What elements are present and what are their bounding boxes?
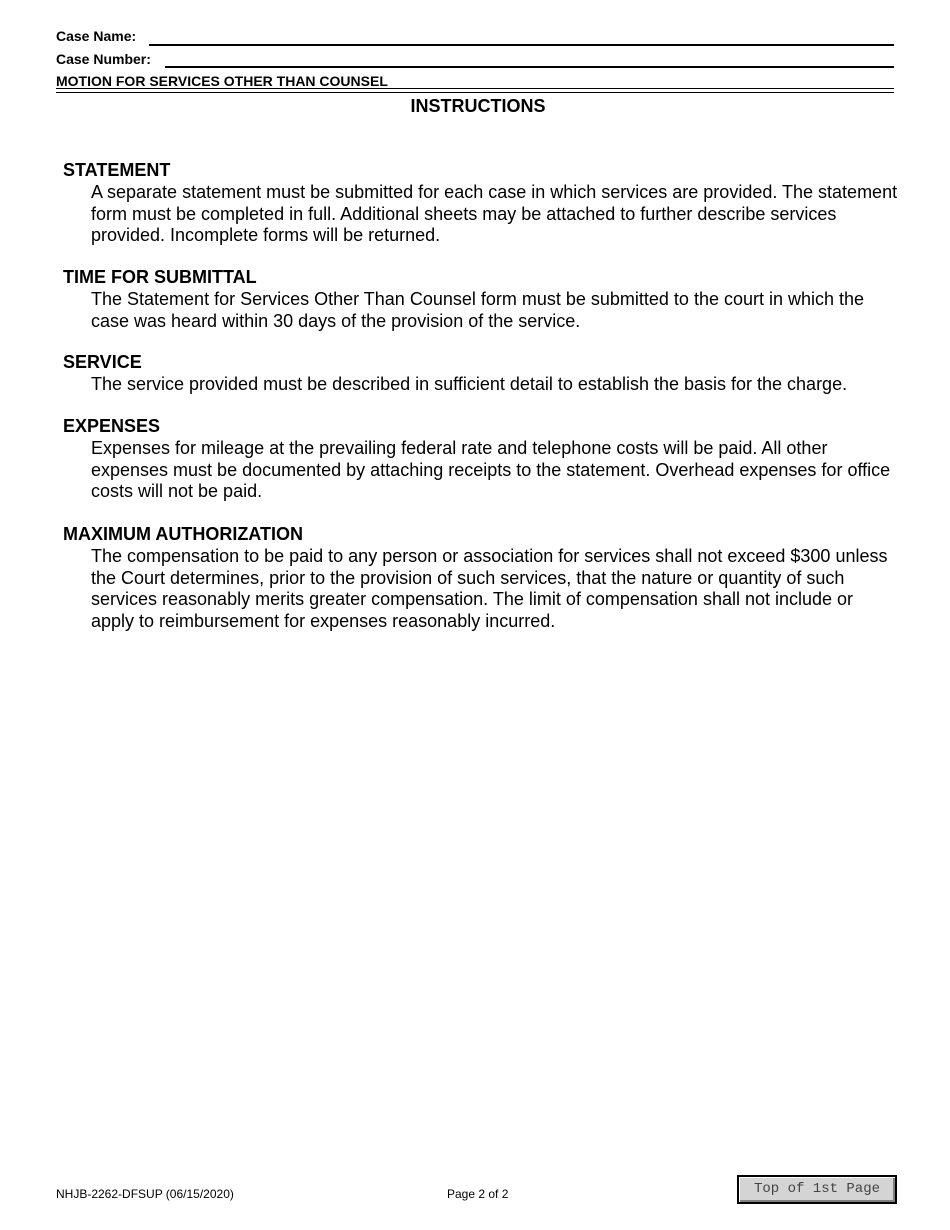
case-number-label: Case Number: — [56, 51, 151, 67]
form-id: NHJB-2262-DFSUP (06/15/2020) — [56, 1187, 234, 1201]
case-name-field[interactable] — [150, 26, 894, 44]
section-body: The service provided must be described in sufficient detail to establish the basis for the charge. — [91, 374, 848, 394]
section-maximum-authorization — [63, 524, 898, 632]
top-of-first-page-button[interactable]: Top of 1st Page — [737, 1175, 897, 1204]
section-body: The Statement for Services Other Than Counsel form must be submitted to the court in which the case was heard within 30 days of the provision of the service. — [91, 289, 865, 331]
section-service — [63, 352, 898, 396]
section-heading: TIME FOR SUBMITTAL — [63, 267, 257, 287]
section-body: Expenses for mileage at the prevailing federal rate and telephone costs will be paid. All other expenses must be documented by attaching receipts to the statement. Overhead expenses for office costs will not be paid. — [91, 438, 891, 501]
section-body: The compensation to be paid to any person or association for services shall not exceed $300 unless the Court determines, prior to the provision of such services, that the nature or quantity of such services reasonably merits greater compensation. The limit of compensation shall not include or apply to reimbursement for expenses reasonably incurred. — [91, 546, 888, 631]
section-heading: MAXIMUM AUTHORIZATION — [63, 524, 303, 544]
section-heading: EXPENSES — [63, 416, 161, 436]
page-number: Page 2 of 2 — [447, 1187, 509, 1201]
section-heading: STATEMENT — [63, 160, 171, 180]
page-title: INSTRUCTIONS — [410, 96, 546, 116]
section-body: A separate statement must be submitted for each case in which services are provided. The statement form must be completed in full. Additional sheets may be attached to further describe services provided. Incomplete forms will be returned. — [91, 182, 898, 245]
form-title: MOTION FOR SERVICES OTHER THAN COUNSEL — [56, 73, 388, 89]
case-name-label: Case Name: — [56, 28, 137, 44]
case-number-underline — [165, 66, 894, 68]
case-name-underline — [149, 44, 894, 46]
section-expenses — [63, 416, 898, 503]
section-statement — [63, 160, 898, 247]
form-title-rule — [56, 88, 894, 93]
case-number-field[interactable] — [166, 49, 894, 67]
section-time-for-submittal — [63, 267, 898, 332]
section-heading: SERVICE — [63, 352, 142, 372]
